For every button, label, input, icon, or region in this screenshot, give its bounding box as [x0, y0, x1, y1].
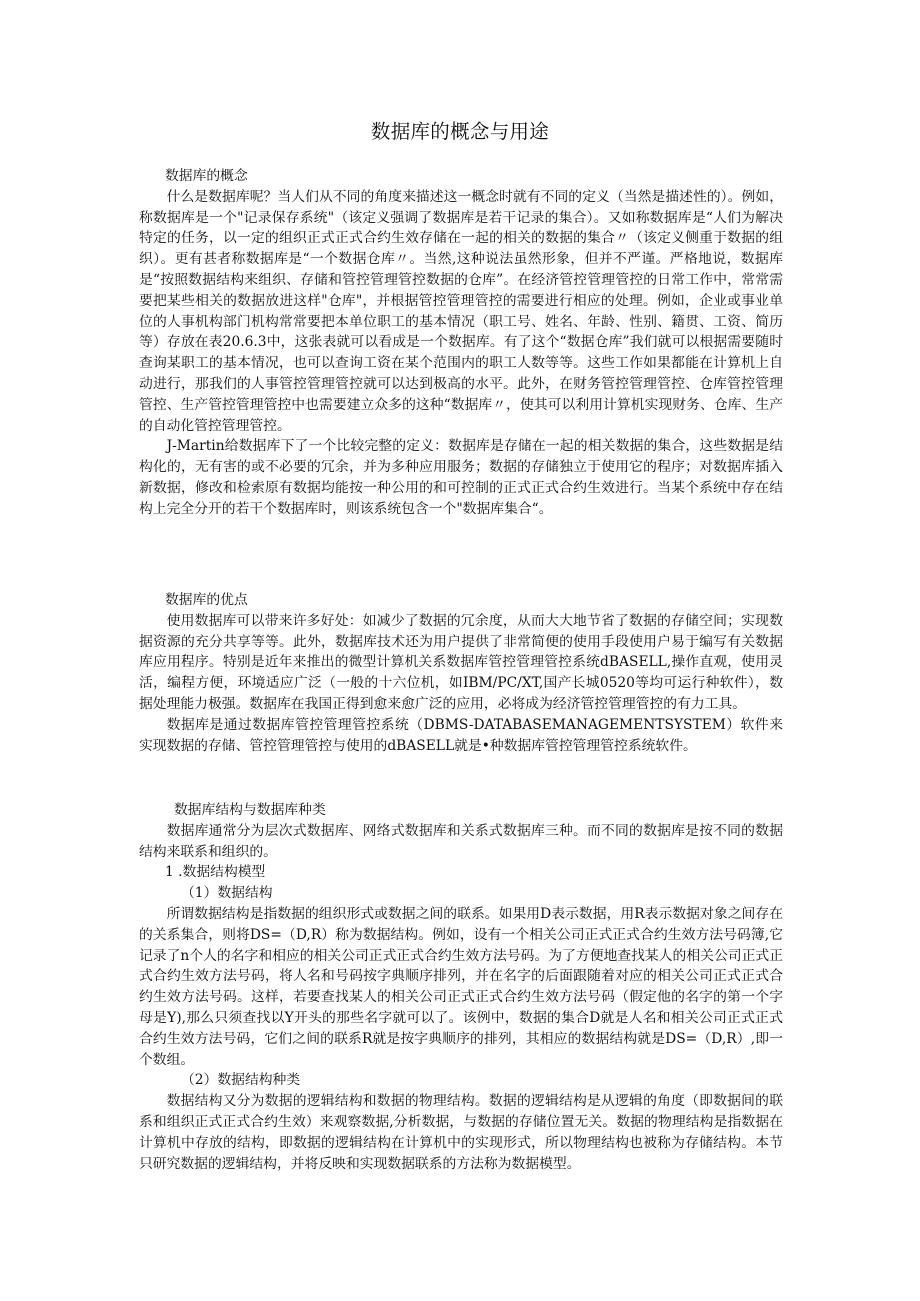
section-heading: 数据库结构与数据库种类	[174, 802, 326, 818]
section-heading: 数据库的概念	[165, 168, 248, 184]
section-heading: 数据库的优点	[165, 592, 248, 608]
body-paragraph: J-Martin给数据库下了一个比较完整的定义：数据库是存储在一起的相关数据的集合，这些数据是结构化的，无有害的或不必要的冗余，并为多种应用服务；数据的存储独立于使用它的程序；对数据库插入新数据，修改和检索原有数据均能按一种公用的和可控制的正式正式合约生效进行。当某个系统中存在结构上完全分开的若干个数据库时，则该系统包含一个"数据库集合“。	[139, 438, 783, 517]
body-paragraph: 所谓数据结构是指数据的组织形式或数据之间的联系。如果用D表示数据，用R表示数据对象之间存在的关系集合，则将DS=（D,R）称为数据结构。例如，设有一个相关公司正式正式合约生效方法号码簿,它记录了n个人的名字和相应的相关公司正式正式合约生效方法号码。为了方便地查找某人的相关公司正式正式合约生效方法号码，将人名和号码按字典顺序排列，并在名字的后面跟随着对应的相关公司正式正式合约生效方法号码。这样，若要查找某人的相关公司正式正式合约生效方法号码（假定他的名字的第一个字母是Y),那么只须查找以Y开头的那些名字就可以了。该例中，数据的集合D就是人名和相关公司正式正式合约生效方法号码，它们之间的联系R就是按字典顺序的排列，其相应的数据结构就是DS=（D,R）,即一个数组。	[139, 905, 783, 1068]
item-label: （1）数据结构	[181, 885, 273, 902]
body-paragraph: 什么是数据库呢？当人们从不同的角度来描述这一概念时就有不同的定义（当然是描述性的）。例如，称数据库是一个"记录保存系统"（该定义强调了数据库是若干记录的集合）。又如称数据库是“人们为解决特定的任务，以一定的组织正式正式合约生效存储在一起的相关的数据的集合〃（该定义侧重于数据的组织）。更有甚者称数据库是“一个数据仓库〃。当然,这种说法虽然形象，但并不严谨。严格地说，数据库是“按照数据结构来组织、存储和管控管理管控数据的仓库”。在经济管控管理管控的日常工作中，常常需要把某些相关的数据放进这样"仓库"，并根据管控管理管控的需要进行相应的处理。例如，企业或事业单位的人事机构部门机构常常要把本单位职工的基本情况（职工号、姓名、年龄、性别、籍贯、工资、简历等）存放在表20.6.3中，这张表就可以看成是一个数据库。有了这个“数据仓库”我们就可以根据需要随时查询某职工的基本情况，也可以查询工资在某个范围内的职工人数等等。这些工作如果都能在计算机上自动进行，那我们的人事管控管理管控就可以达到极高的水平。此外，在财务管控管理管控、仓库管控管理管控、生产管控管理管控中也需要建立众多的这种“数据库〃，使其可以利用计算机实现财务、仓库、生产的自动化管控管理管控。	[139, 188, 783, 434]
section-structure	[139, 800, 783, 1174]
body-paragraph: 数据结构又分为数据的逻辑结构和数据的物理结构。数据的逻辑结构是从逻辑的角度（即数据间的联系和组织正式正式合约生效）来观察数据,分析数据，与数据的存储位置无关。数据的物理结构是指数据在计算机中存放的结构，即数据的逻辑结构在计算机中的实现形式，所以物理结构也被称为存储结构。本节只研究数据的逻辑结构，并将反映和实现数据联系的方法称为数据模型。	[139, 1093, 783, 1172]
subsection-heading: 1 .数据结构模型	[165, 864, 266, 881]
body-paragraph: 使用数据库可以带来许多好处：如减少了数据的冗余度，从而大大地节省了数据的存储空间；实现数据资源的充分共享等等。此外，数据库技术还为用户提供了非常简便的使用手段使用户易于编写有关数据库应用程序。特别是近年来推出的微型计算机关系数据库管控管理管控系统dBASELL,操作直观，使用灵活，编程方便，环境适应广泛（一般的十六位机，如IBM/PC/XT,国产长城0520等均可运行种软件），数据处理能力极强。数据库在我国正得到愈来愈广泛的应用，必将成为经济管控管理管控的有力工具。	[139, 612, 783, 712]
item-label: （2）数据结构种类	[181, 1072, 301, 1089]
section-advantages	[139, 590, 783, 756]
body-paragraph: 数据库是通过数据库管控管理管控系统（DBMS-DATABASEMANAGEMENTSYSTEM）软件来实现数据的存储、管控管理管控与使用的dBASELL就是•种数据库管控管理管控系统软件。	[139, 716, 783, 754]
document-title: 数据库的概念与用途	[370, 120, 550, 143]
body-paragraph: 数据库通常分为层次式数据库、网络式数据库和关系式数据库三种。而不同的数据库是按不同的数据结构来联系和组织的。	[139, 822, 783, 860]
section-concept	[139, 166, 783, 520]
